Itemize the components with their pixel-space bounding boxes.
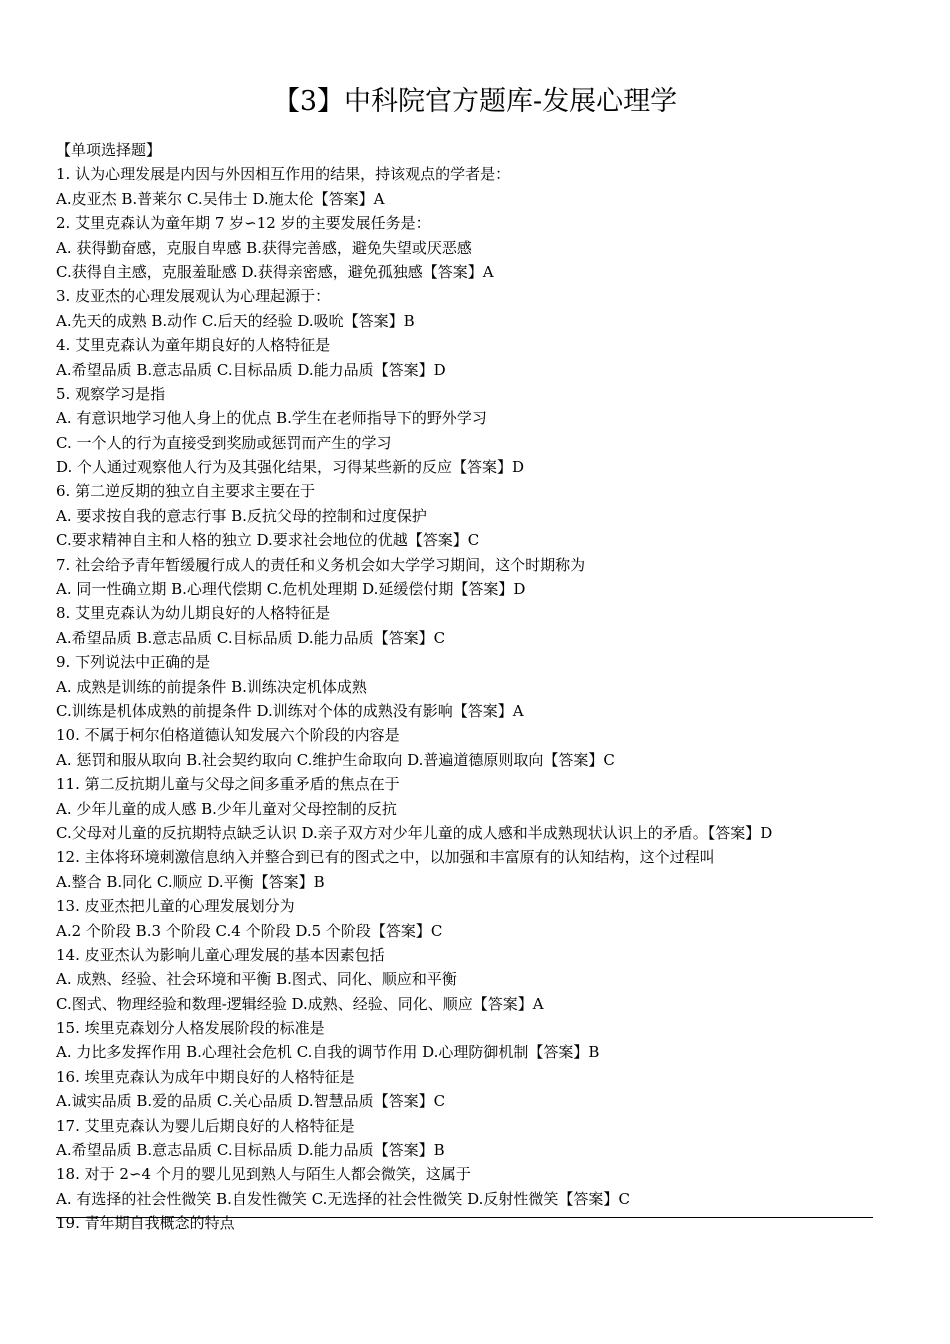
text-line: A. 有选择的社会性微笑 B.自发性微笑 C.无选择的社会性微笑 D.反射性微笑【答案】C (56, 1189, 630, 1208)
text-line: 10. 不属于柯尔伯格道德认知发展六个阶段的内容是 (56, 726, 400, 745)
text-line: A.皮亚杰 B.普莱尔 C.吴伟士 D.施太伦【答案】A (56, 189, 385, 208)
text-line: D. 个人通过观察他人行为及其强化结果，习得某些新的反应【答案】D (56, 458, 525, 477)
text-line: 2. 艾里克森认为童年期 7 岁∽12 岁的主要发展任务是： (56, 214, 431, 233)
text-line: 14. 皮亚杰认为影响儿童心理发展的基本因素包括 (56, 945, 385, 964)
text-line: A. 成熟、经验、社会环境和平衡 B.图式、同化、顺应和平衡 (56, 970, 457, 989)
text-line: 9. 下列说法中正确的是 (56, 653, 211, 672)
text-line: A. 惩罚和服从取向 B.社会契约取向 C.维护生命取向 D.普遍道德原则取向【答案】C (56, 750, 615, 769)
text-line: 3. 皮亚杰的心理发展观认为心理起源于： (56, 287, 331, 306)
page-divider (56, 1217, 873, 1218)
text-line: A. 成熟是训练的前提条件 B.训练决定机体成熟 (56, 677, 367, 696)
text-line: A. 力比多发挥作用 B.心理社会危机 C.自我的调节作用 D.心理防御机制【答案】B (56, 1043, 600, 1062)
text-line: 15. 埃里克森划分人格发展阶段的标准是 (56, 1019, 325, 1038)
text-line: A.希望品质 B.意志品质 C.目标品质 D.能力品质【答案】C (56, 628, 446, 647)
text-line: 8. 艾里克森认为幼儿期良好的人格特征是 (56, 604, 331, 623)
text-line: 1. 认为心理发展是内因与外因相互作用的结果，持该观点的学者是： (56, 165, 511, 184)
text-line: 4. 艾里克森认为童年期良好的人格特征是 (56, 336, 331, 355)
text-line: 5. 观察学习是指 (56, 384, 166, 403)
text-line: A.希望品质 B.意志品质 C.目标品质 D.能力品质【答案】D (56, 360, 446, 379)
text-line: C.获得自主感，克服羞耻感 D.获得亲密感，避免孤独感【答案】A (56, 262, 494, 281)
text-line: C. 一个人的行为直接受到奖励或惩罚而产生的学习 (56, 433, 392, 452)
text-line: A.整合 B.同化 C.顺应 D.平衡【答案】B (56, 872, 325, 891)
text-line: 17. 艾里克森认为婴儿后期良好的人格特征是 (56, 1116, 355, 1135)
text-line: C.要求精神自主和人格的独立 D.要求社会地位的优越【答案】C (56, 531, 480, 550)
document-title: 【3】中科院官方题库-发展心理学 (272, 86, 678, 117)
text-line: A.诚实品质 B.爱的品质 C.关心品质 D.智慧品质【答案】C (56, 1092, 446, 1111)
text-line: A. 获得勤奋感，克服自卑感 B.获得完善感，避免失望或厌恶感 (56, 238, 472, 257)
text-line: C.父母对儿童的反抗期特点缺乏认识 D.亲子双方对少年儿童的成人感和半成熟现状认识上的矛盾。【答案】D (56, 823, 773, 842)
text-line: 11. 第二反抗期儿童与父母之间多重矛盾的焦点在于 (56, 775, 400, 794)
text-line: 18. 对于 2∽4 个月的婴儿见到熟人与陌生人都会微笑，这属于 (56, 1165, 471, 1184)
document-body (56, 138, 886, 1236)
text-line: A.先天的成熟 B.动作 C.后天的经验 D.吸吮【答案】B (56, 311, 415, 330)
text-line: A.希望品质 B.意志品质 C.目标品质 D.能力品质【答案】B (56, 1141, 445, 1160)
text-line: A. 要求按自我的意志行事 B.反抗父母的控制和过度保护 (56, 506, 427, 525)
text-line: A.2 个阶段 B.3 个阶段 C.4 个阶段 D.5 个阶段【答案】C (56, 921, 443, 940)
text-line: 19. 青年期自我概念的特点 (56, 1214, 235, 1233)
text-line: A. 同一性确立期 B.心理代偿期 C.危机处理期 D.延缓偿付期【答案】D (56, 580, 526, 599)
text-line: 12. 主体将环境刺激信息纳入并整合到已有的图式之中，以加强和丰富原有的认知结构，这个过程叫 (56, 848, 715, 867)
text-line: A. 有意识地学习他人身上的优点 B.学生在老师指导下的野外学习 (56, 409, 487, 428)
text-line: 13. 皮亚杰把儿童的心理发展划分为 (56, 897, 295, 916)
text-line: 16. 埃里克森认为成年中期良好的人格特征是 (56, 1067, 355, 1086)
text-line: 7. 社会给予青年暂缓履行成人的责任和义务机会如大学学习期间，这个时期称为 (56, 555, 586, 574)
text-line: A. 少年儿童的成人感 B.少年儿童对父母控制的反抗 (56, 799, 397, 818)
text-line: C.图式、物理经验和数理-逻辑经验 D.成熟、经验、同化、顺应【答案】A (56, 994, 544, 1013)
text-line: C.训练是机体成熟的前提条件 D.训练对个体的成熟没有影响【答案】A (56, 701, 524, 720)
text-line: 6. 第二逆反期的独立自主要求主要在于 (56, 482, 316, 501)
section-heading: 【单项选择题】 (56, 141, 162, 159)
